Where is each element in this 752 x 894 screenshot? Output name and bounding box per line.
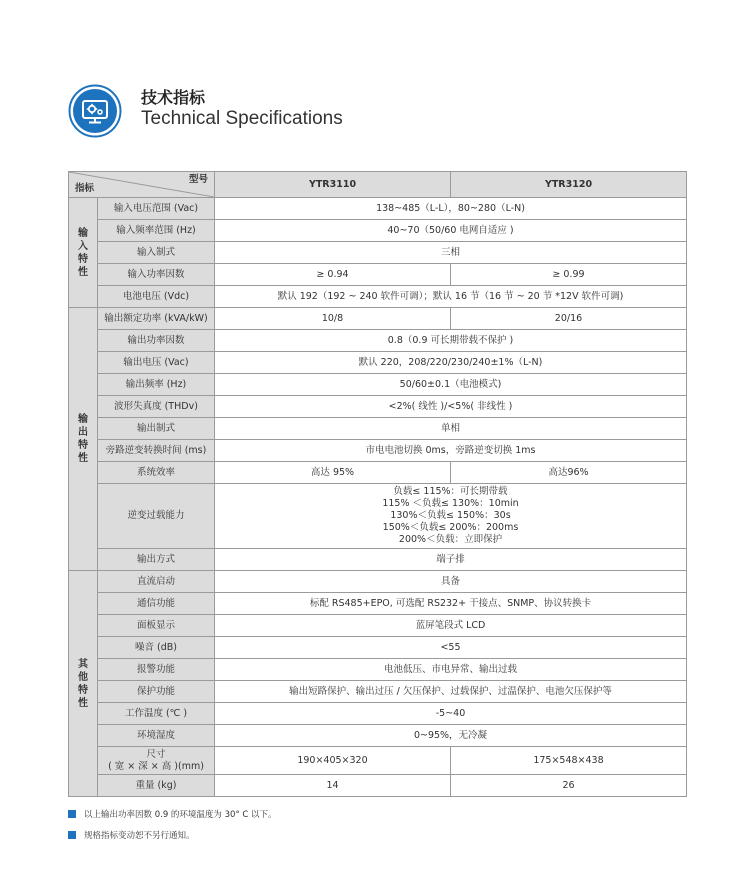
- table-row: [69, 286, 687, 308]
- table-row: [69, 593, 687, 615]
- table-row: [69, 484, 687, 549]
- spec-header: 指标: [75, 183, 95, 194]
- table-row: [69, 615, 687, 637]
- footnote-text: 规格指标变动恕不另行通知。: [84, 831, 195, 841]
- row-label: 面板显示: [98, 615, 215, 637]
- row-label: 输入电压范围 (Vac): [98, 198, 215, 220]
- row-value: -5~40: [215, 703, 687, 725]
- table-row: [69, 659, 687, 681]
- table-row: [69, 396, 687, 418]
- table-row: [69, 725, 687, 747]
- row-label: 保护功能: [98, 681, 215, 703]
- row-value: 三相: [215, 242, 687, 264]
- row-label: 输出功率因数: [98, 330, 215, 352]
- square-bullet-icon: [68, 810, 76, 818]
- row-value: 50/60±0.1（电池模式): [215, 374, 687, 396]
- row-value: 输出短路保护、输出过压 / 欠压保护、过载保护、过温保护、电池欠压保护等: [215, 681, 687, 703]
- dimension-label: 尺寸: [146, 748, 166, 760]
- section-output: 输出特性: [69, 308, 98, 571]
- table-row: [69, 571, 687, 593]
- model-header: 型号: [188, 174, 208, 185]
- table-row: [69, 637, 687, 659]
- table-row: [69, 681, 687, 703]
- row-value-ytr3110: 190×405×320: [215, 747, 451, 775]
- row-value: 0.8（0.9 可长期带载不保护 ): [215, 330, 687, 352]
- row-value-ytr3120: 175×548×438: [451, 747, 687, 775]
- row-label: 输出额定功率 (kVA/kW): [98, 308, 215, 330]
- table-row: [69, 747, 687, 775]
- row-value: 0~95%，无冷凝: [215, 725, 687, 747]
- row-label: 输出方式: [98, 549, 215, 571]
- row-label: 报警功能: [98, 659, 215, 681]
- row-label: 电池电压 (Vdc): [98, 286, 215, 308]
- row-label: 重量 (kg): [98, 775, 215, 797]
- row-value: 单相: [215, 418, 687, 440]
- row-value-ytr3110: 高达 95%: [215, 462, 451, 484]
- table-row: [69, 440, 687, 462]
- row-label: 旁路逆变转换时间 (ms): [98, 440, 215, 462]
- page-title-cn: 技术指标: [141, 88, 206, 107]
- row-value-ytr3110: 10/8: [215, 308, 451, 330]
- row-label: [98, 747, 215, 775]
- table-row: [69, 308, 687, 330]
- overload-capacity-cell: [215, 484, 687, 549]
- row-value: 138~485（L-L），80~280（L-N): [215, 198, 687, 220]
- footnote: [68, 829, 277, 841]
- row-label: 噪音 (dB): [98, 637, 215, 659]
- table-row: [69, 264, 687, 286]
- table-row: [69, 703, 687, 725]
- overload-line: 200%＜负载：立即保护: [398, 534, 503, 545]
- table-row: [69, 462, 687, 484]
- table-row: [69, 352, 687, 374]
- row-label: 输入功率因数: [98, 264, 215, 286]
- gear-screen-icon: [68, 84, 122, 138]
- row-label: 系统效率: [98, 462, 215, 484]
- row-label: 输出制式: [98, 418, 215, 440]
- footnote: [68, 808, 277, 820]
- table-row: [69, 775, 687, 797]
- row-value-ytr3120: 高达96%: [451, 462, 687, 484]
- row-value-ytr3120: 26: [451, 775, 687, 797]
- row-value-ytr3110: 14: [215, 775, 451, 797]
- overload-line: 115% ＜负载≤ 130%：10min: [382, 498, 519, 509]
- row-value: 标配 RS485+EPO, 可选配 RS232+ 干接点、SNMP、协议转换卡: [215, 593, 687, 615]
- row-value: 蓝屏笔段式 LCD: [215, 615, 687, 637]
- row-value: 电池低压、市电异常、输出过载: [215, 659, 687, 681]
- row-label: 工作温度 (℃ ): [98, 703, 215, 725]
- table-row: [69, 242, 687, 264]
- overload-line: 150%＜负载≤ 200%：200ms: [382, 522, 519, 533]
- row-value: 具备: [215, 571, 687, 593]
- table-row: [69, 549, 687, 571]
- row-value: 市电电池切换 0ms，旁路逆变切换 1ms: [215, 440, 687, 462]
- table-row: [69, 374, 687, 396]
- table-row: [69, 220, 687, 242]
- model-ytr3120: YTR3120: [451, 172, 687, 198]
- row-label: 输出电压 (Vac): [98, 352, 215, 374]
- row-label: 逆变过载能力: [98, 484, 215, 549]
- row-value: 40~70（50/60 电网自适应 ): [215, 220, 687, 242]
- table-header-row: [69, 172, 687, 198]
- row-label: 输出频率 (Hz): [98, 374, 215, 396]
- row-label: 通信功能: [98, 593, 215, 615]
- row-label: 直流启动: [98, 571, 215, 593]
- overload-line: 负载≤ 115%：可长期带载: [393, 486, 508, 497]
- row-value-ytr3120: ≥ 0.99: [451, 264, 687, 286]
- footnote-text: 以上输出功率因数 0.9 的环境温度为 30° C 以下。: [84, 810, 277, 820]
- dimension-unit: ( 宽 × 深 × 高 )(mm): [108, 760, 204, 772]
- row-label: 环境湿度: [98, 725, 215, 747]
- overload-line: 130%＜负载≤ 150%：30s: [390, 510, 511, 521]
- row-value: 端子排: [215, 549, 687, 571]
- row-label: 输入频率范围 (Hz): [98, 220, 215, 242]
- row-value-ytr3110: ≥ 0.94: [215, 264, 451, 286]
- row-value: <55: [215, 637, 687, 659]
- spec-table: [68, 171, 687, 797]
- square-bullet-icon: [68, 831, 76, 839]
- section-input: 输入特性: [69, 198, 98, 308]
- row-label: 波形失真度 (THDv): [98, 396, 215, 418]
- table-row: [69, 330, 687, 352]
- table-row: [69, 198, 687, 220]
- model-ytr3110: YTR3110: [215, 172, 451, 198]
- row-label: 输入制式: [98, 242, 215, 264]
- row-value: <2%( 线性 )/<5%( 非线性 ): [215, 396, 687, 418]
- corner-cell: [69, 172, 215, 198]
- row-value: 默认 220，208/220/230/240±1%（L-N): [215, 352, 687, 374]
- footnotes: [68, 808, 277, 850]
- table-row: [69, 418, 687, 440]
- row-value: 默认 192（192 ~ 240 软件可调）；默认 16 节（16 节 ~ 20 节 *12V 软件可调): [215, 286, 687, 308]
- row-value-ytr3120: 20/16: [451, 308, 687, 330]
- page-title-en: Technical Specifications: [141, 108, 343, 129]
- section-other: 其他特性: [69, 571, 98, 797]
